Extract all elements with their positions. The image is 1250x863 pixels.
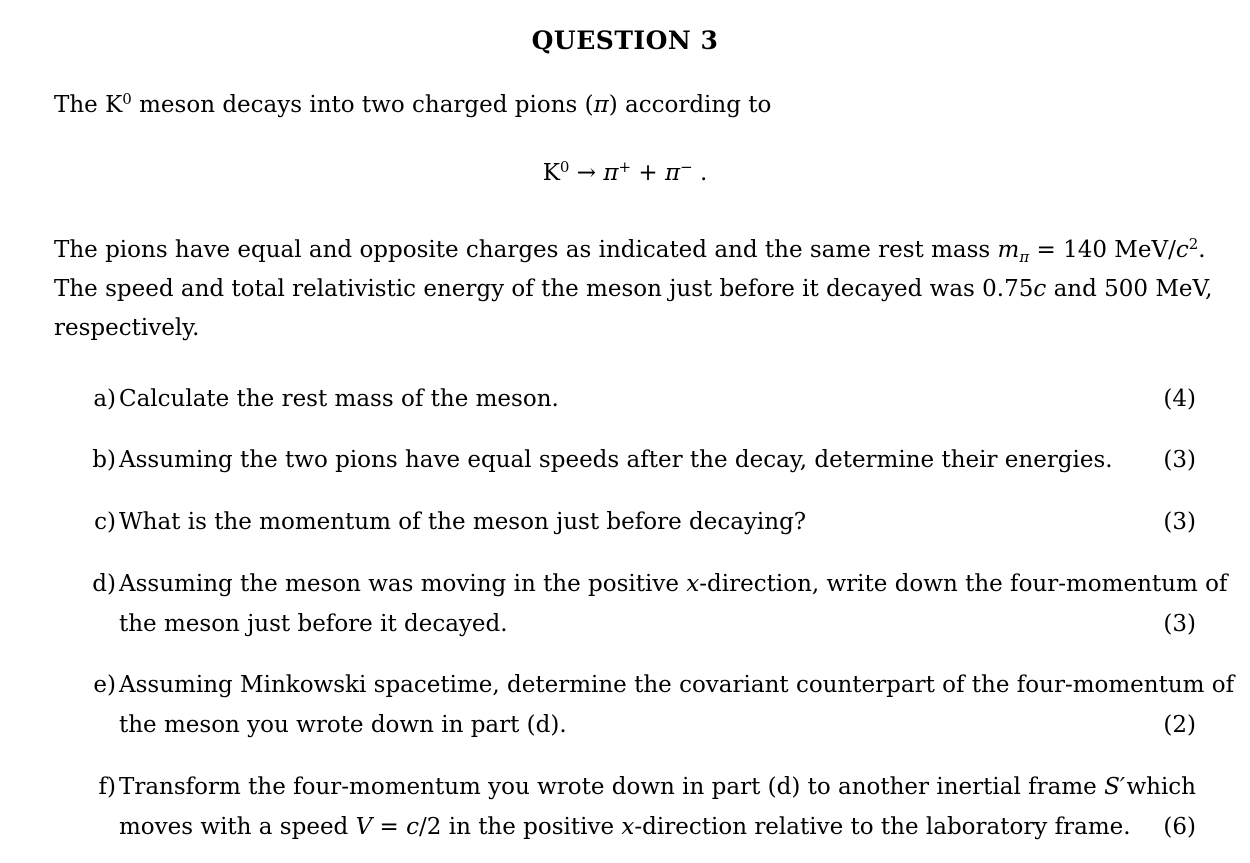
part-label: d) [92, 571, 116, 597]
part-marks: (2) [1163, 712, 1196, 738]
part-text: What is the momentum of the meson just before decaying? [119, 509, 807, 535]
paragraph-line-3: respectively. [54, 315, 200, 341]
part-text-line-2: the meson you wrote down in part (d). [119, 712, 567, 738]
part-text: Calculate the rest mass of the meson. [119, 386, 559, 412]
paragraph-line-1: The pions have equal and opposite charges as indicated and the same rest mass $m_\pi = 140$ MeV/$c^2$. [54, 234, 1206, 267]
part-text: Assuming Minkowski spacetime, determine the covariant counterpart of the four-momentum of [119, 672, 1235, 698]
part-a [80, 379, 1196, 419]
part-marks: (3) [1163, 509, 1196, 535]
part-label: c) [94, 509, 116, 535]
decay-equation: $K^0 \to \pi^+ + \pi^-$ . [542, 157, 708, 186]
part-f: f) Transform the four-momentum you wrote down in part (d) to another inertial frame S′ which moves with a speed V = c/2 in the positive x-direction relative to the laboratory frame. (6) [80, 767, 1196, 847]
part-d [80, 564, 1228, 644]
part-b [80, 440, 1196, 480]
part-marks: (6) [1163, 814, 1196, 840]
part-marks: (3) [1163, 611, 1196, 637]
intro-text: The $K^0$ meson decays into two charged pions (π) according to [54, 89, 772, 118]
part-label: f) [98, 774, 116, 800]
part-text-line-2: moves with a speed V = c/2 in the positive x-direction relative to the laboratory frame. [119, 814, 1131, 840]
part-text: Assuming the two pions have equal speeds after the decay, determine their energies. [119, 447, 1113, 473]
question-title: QUESTION 3 [531, 26, 719, 55]
part-marks: (4) [1163, 386, 1196, 412]
part-text: Transform the four-momentum you wrote down in part (d) to another inertial frame S′ [119, 774, 1126, 800]
part-label: e) [93, 672, 116, 698]
part-marks: (3) [1163, 447, 1196, 473]
description-paragraph [54, 231, 1213, 348]
part-text: Assuming the meson was moving in the positive x-direction, write down the four-momentum of [119, 571, 1228, 597]
part-label: b) [92, 447, 116, 473]
part-text-line-2: the meson just before it decayed. [119, 611, 508, 637]
part-c [80, 502, 1196, 542]
part-e [80, 665, 1235, 745]
paragraph-line-2: The speed and total relativistic energy of the meson just before it decayed was 0.75c and 500 MeV, [54, 276, 1213, 302]
part-label: a) [93, 386, 116, 412]
